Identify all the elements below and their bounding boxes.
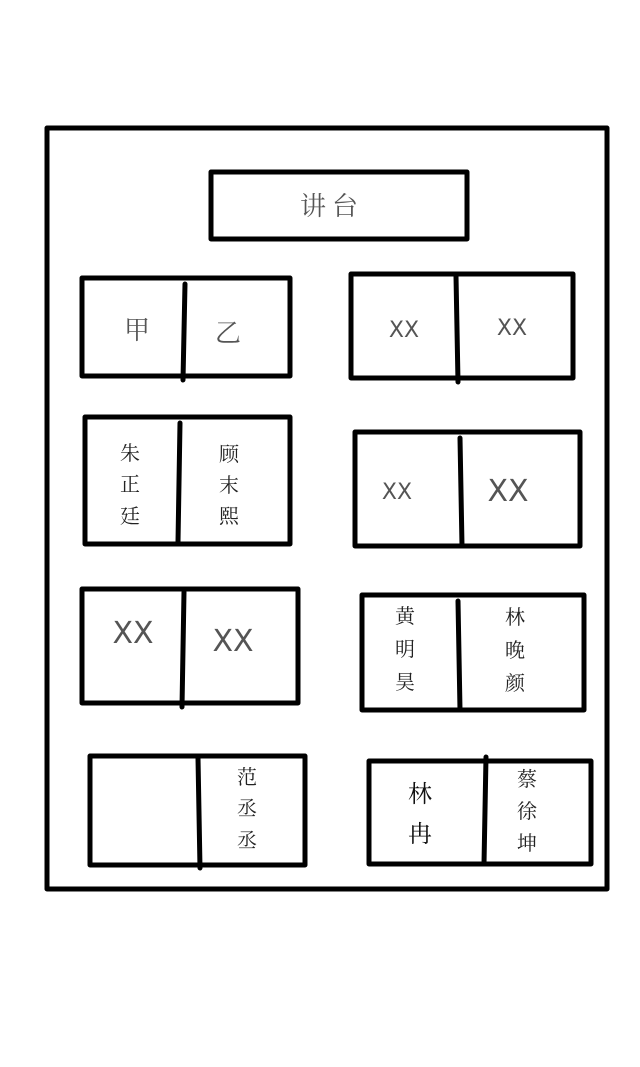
svg-text:黄: 黄 <box>395 604 415 628</box>
podium-label: 讲台 <box>299 192 365 222</box>
desk-divider <box>198 758 200 868</box>
svg-text:明: 明 <box>395 637 415 661</box>
desk-row3-left <box>82 589 298 707</box>
desk-row1-right <box>351 274 573 382</box>
desk-box <box>351 274 573 378</box>
seat-name-right: XX <box>212 624 254 659</box>
desk-divider <box>456 276 458 382</box>
desk-box <box>85 417 290 544</box>
desk-divider <box>484 757 486 864</box>
svg-text:蔡: 蔡 <box>517 767 537 791</box>
seat-name-left <box>120 441 140 528</box>
desk-divider <box>460 438 462 546</box>
svg-text:末: 末 <box>219 473 239 497</box>
svg-text:林: 林 <box>505 605 525 629</box>
svg-text:颜: 颜 <box>505 671 525 695</box>
svg-text:冉: 冉 <box>408 820 432 848</box>
svg-text:顾: 顾 <box>219 442 239 466</box>
svg-text:正: 正 <box>120 472 140 496</box>
svg-text:晚: 晚 <box>505 638 525 662</box>
seat-name-right <box>505 605 526 695</box>
seat-name-left: 甲 <box>123 316 151 346</box>
svg-text:坤: 坤 <box>517 831 537 855</box>
desk-box <box>369 761 591 864</box>
seat-name-right <box>219 442 240 528</box>
podium <box>211 172 467 239</box>
desk-row1-left <box>82 278 290 380</box>
svg-text:熙: 熙 <box>219 504 239 528</box>
seat-name-right: 乙 <box>214 319 242 349</box>
desk-row3-right <box>362 595 584 710</box>
desk-divider <box>178 423 180 542</box>
svg-text:朱: 朱 <box>120 441 140 465</box>
desk-row4-left <box>90 756 305 868</box>
desk-row4-right <box>369 757 591 864</box>
svg-text:丞: 丞 <box>237 796 257 820</box>
desk-divider <box>458 601 460 710</box>
desk-divider <box>183 284 185 380</box>
seat-name-right <box>237 765 257 852</box>
svg-text:丞: 丞 <box>237 828 257 852</box>
svg-text:徐: 徐 <box>517 799 537 823</box>
seat-name-left: XX <box>112 616 154 651</box>
seat-name-right: XX <box>487 474 529 509</box>
seat-name-right: XX <box>496 316 528 341</box>
desk-row2-right <box>355 432 580 546</box>
svg-text:林: 林 <box>408 780 432 808</box>
svg-text:昊: 昊 <box>395 670 415 694</box>
seat-name-left: XX <box>388 318 420 343</box>
desk-divider <box>182 592 184 707</box>
desk-row2-left <box>85 417 290 544</box>
seat-name-left <box>395 604 416 694</box>
seat-name-left: XX <box>381 480 413 505</box>
seat-name-right <box>517 767 537 855</box>
svg-text:范: 范 <box>237 765 257 789</box>
svg-text:廷: 廷 <box>120 504 140 528</box>
